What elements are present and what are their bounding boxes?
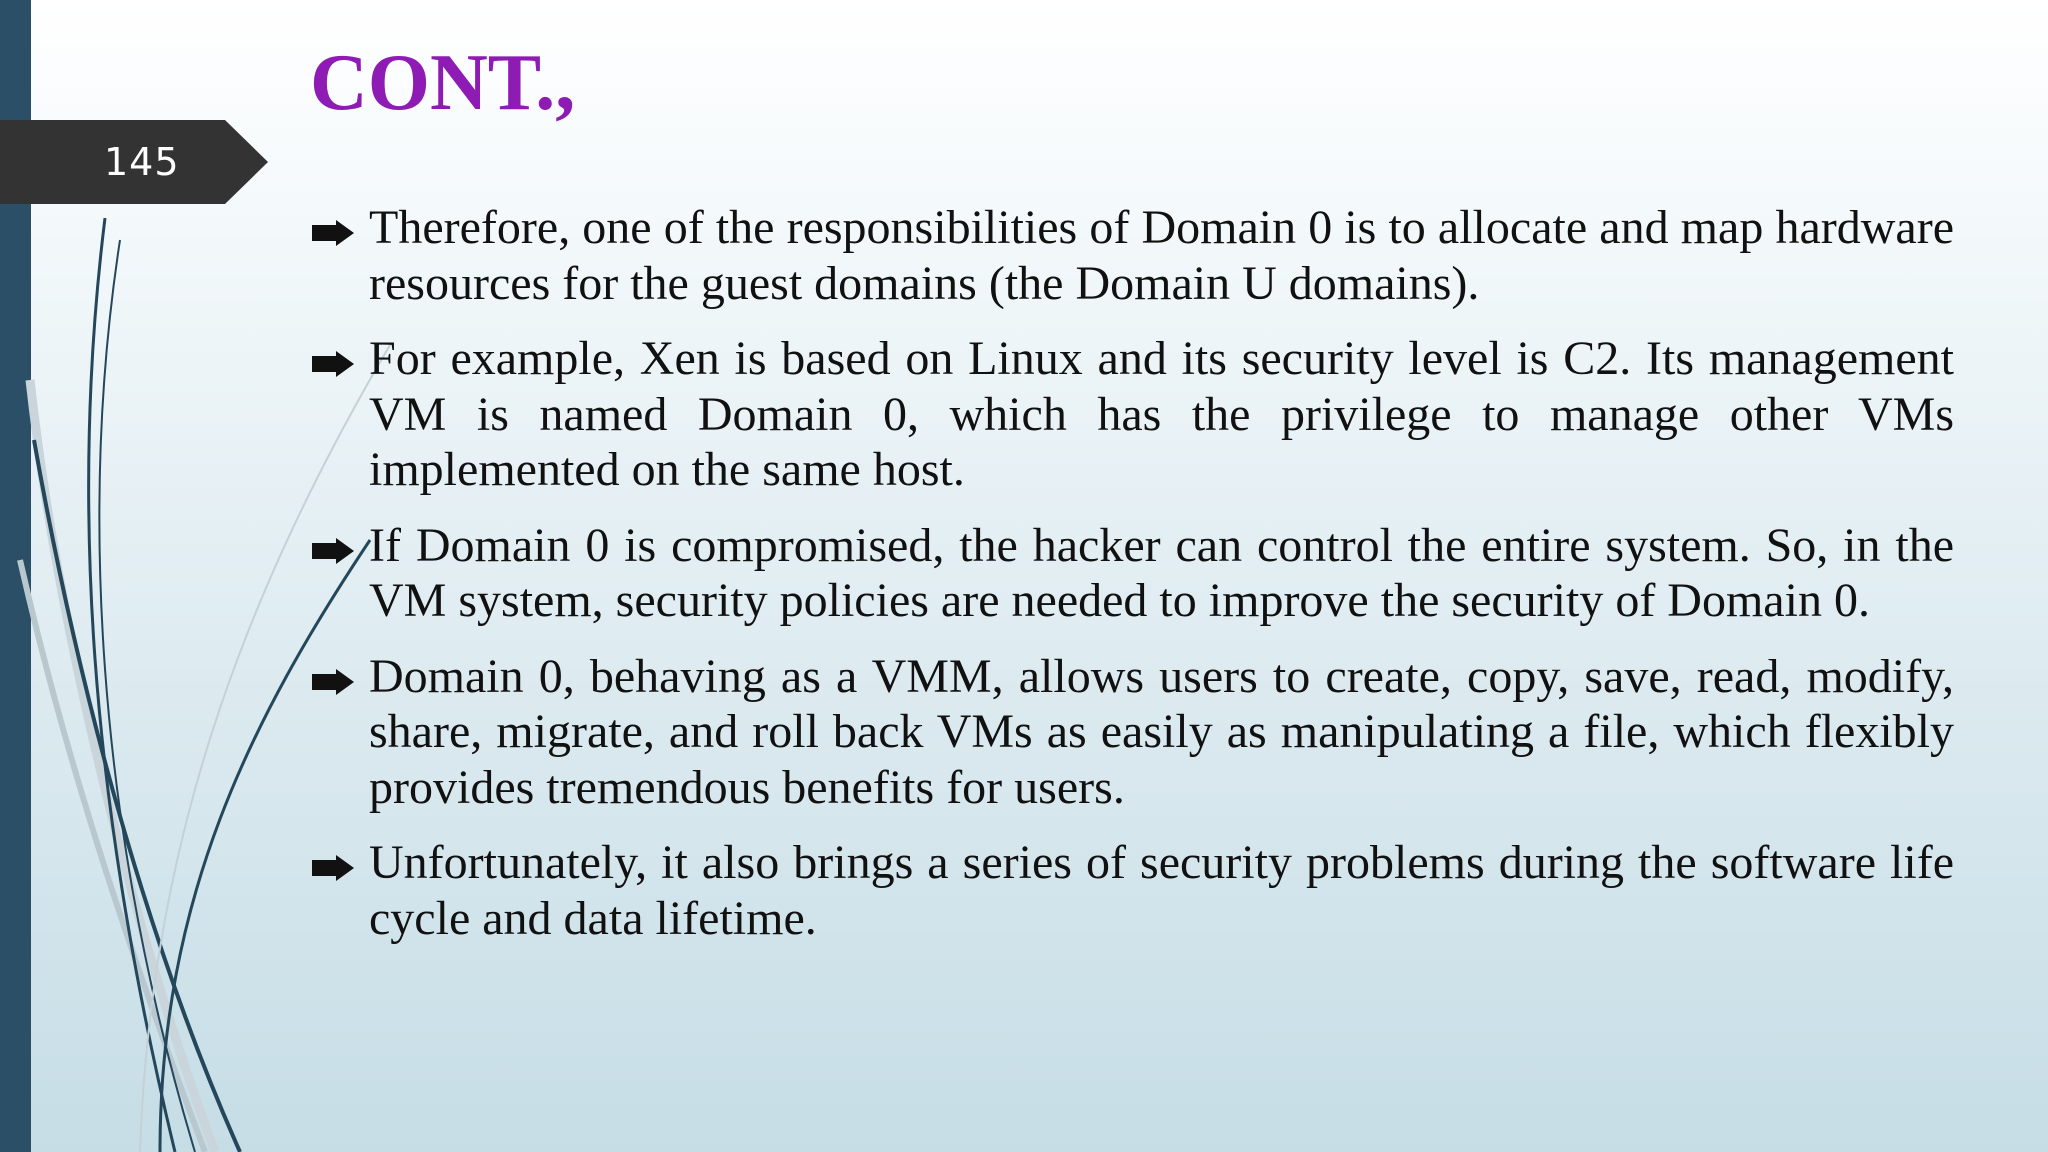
arrow-right-icon: [312, 669, 354, 695]
bullet-item: [312, 518, 1954, 629]
slide-number-tab: [0, 120, 270, 204]
bullet-text: If Domain 0 is compromised, the hacker can control the entire system. So, in the VM system, security policies are needed to improve the security of Domain 0.: [369, 518, 1954, 627]
slide-title: CONT.,: [310, 39, 576, 127]
bullet-text: Domain 0, behaving as a VMM, allows users to create, copy, save, read, modify, share, migrate, and roll back VMs as easily as manipulating a file, which flexibly provides tremendous benefits for users.: [369, 649, 1954, 814]
arrow-right-icon: [312, 855, 354, 881]
bullet-list: [312, 200, 1954, 966]
bullet-text: Unfortunately, it also brings a series of security problems during the software life cycle and data lifetime.: [369, 836, 1954, 945]
slide-number: 145: [104, 140, 180, 184]
arrow-right-icon: [312, 220, 354, 246]
bullet-item: [312, 200, 1954, 311]
bullet-item: [312, 835, 1954, 946]
arrow-right-icon: [312, 351, 354, 377]
bullet-item: [312, 331, 1954, 498]
bullet-text: For example, Xen is based on Linux and its security level is C2. Its management VM is named Domain 0, which has the privilege to manage other VMs implemented on the same host.: [369, 332, 1954, 496]
bullet-item: [312, 649, 1954, 816]
bullet-text: Therefore, one of the responsibilities of Domain 0 is to allocate and map hardware resources for the guest domains (the Domain U domains).: [369, 201, 1954, 310]
arrow-right-icon: [312, 538, 354, 564]
